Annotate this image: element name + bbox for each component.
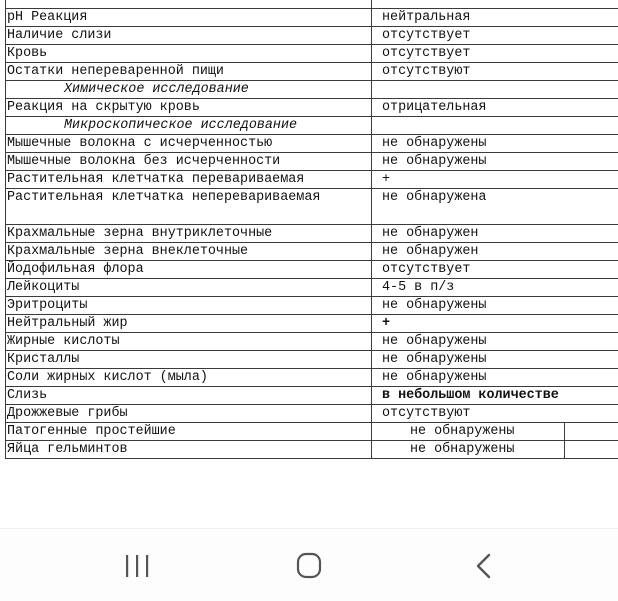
back-button[interactable] [463,551,503,581]
table-row [6,189,618,225]
parameter-name: Наличие слизи [6,27,372,45]
result-value: не обнаружены [372,135,618,153]
table-row [6,45,618,63]
parameter-name: Кристаллы [6,351,372,369]
result-value: отсутствует [372,45,618,63]
result-value: нейтральная [372,9,618,27]
parameter-name: Йодофильная флора [6,261,372,279]
section-title: Микроскопическое исследование [6,117,372,135]
parameter-name: Нейтральный жир [6,315,372,333]
table-row [6,405,618,423]
result-value: не обнаружена [372,189,618,225]
table-row [6,0,618,9]
table-row [6,261,618,279]
parameter-name: Яйца гельминтов [6,441,372,459]
result-value: отсутствуют [372,405,618,423]
result-value: не обнаружен [372,225,618,243]
parameter-name: Лейкоциты [6,279,372,297]
recent-apps-button[interactable] [117,551,157,581]
back-icon [463,551,503,581]
result-value: + [372,171,618,189]
parameter-name: Дрожжевые грибы [6,405,372,423]
table-row [6,441,618,459]
result-value: не обнаружены [372,297,618,315]
result-value: не обнаружены [372,441,565,459]
parameter-name: Мышечные волокна без исчерченности [6,153,372,171]
result-value: 4-5 в п/з [372,279,618,297]
result-value [372,0,618,9]
table-row [6,9,618,27]
table-row [6,63,618,81]
stool-analysis-table [5,0,618,459]
table-row [6,369,618,387]
table-row [6,279,618,297]
empty-cell [372,81,618,99]
recent-apps-icon [117,551,157,581]
result-value: отсутствует [372,27,618,45]
empty-cell [372,117,618,135]
result-value: не обнаружены [372,153,618,171]
extra-cell [565,423,618,441]
table-row [6,153,618,171]
result-value: + [372,315,618,333]
parameter-name [6,0,372,9]
result-value: не обнаружены [372,351,618,369]
table-row [6,243,618,261]
parameter-name: Растительная клетчатка неперевариваемая [6,189,372,225]
table-row [6,225,618,243]
parameter-name: Реакция на скрытую кровь [6,99,372,117]
section-header-row [6,117,618,135]
parameter-name: pH Реакция [6,9,372,27]
table-row [6,171,618,189]
table-row [6,423,618,441]
result-value: не обнаружены [372,333,618,351]
table-row [6,135,618,153]
extra-cell [565,441,618,459]
parameter-name: Эритроциты [6,297,372,315]
section-header-row [6,81,618,99]
home-icon [289,551,329,581]
table-row [6,297,618,315]
table-row [6,99,618,117]
android-navigation-bar [0,528,618,601]
parameter-name: Слизь [6,387,372,405]
section-title: Химическое исследование [6,81,372,99]
table-row [6,315,618,333]
table-row [6,387,618,405]
parameter-name: Растительная клетчатка перевариваемая [6,171,372,189]
parameter-name: Патогенные простейшие [6,423,372,441]
parameter-name: Крахмальные зерна внутриклеточные [6,225,372,243]
result-value: не обнаружены [372,369,618,387]
result-value: отсутствуют [372,63,618,81]
table-row [6,351,618,369]
result-value: отрицательная [372,99,618,117]
parameter-name: Жирные кислоты [6,333,372,351]
parameter-name: Остатки непереваренной пищи [6,63,372,81]
result-value: отсутствует [372,261,618,279]
result-value: в небольшом количестве [372,387,618,405]
result-value: не обнаружен [372,243,618,261]
table-row [6,333,618,351]
parameter-name: Мышечные волокна с исчерченностью [6,135,372,153]
parameter-name: Крахмальные зерна внеклеточные [6,243,372,261]
parameter-name: Соли жирных кислот (мыла) [6,369,372,387]
result-value: не обнаружены [372,423,565,441]
parameter-name: Кровь [6,45,372,63]
home-button[interactable] [289,551,329,581]
table-row [6,27,618,45]
